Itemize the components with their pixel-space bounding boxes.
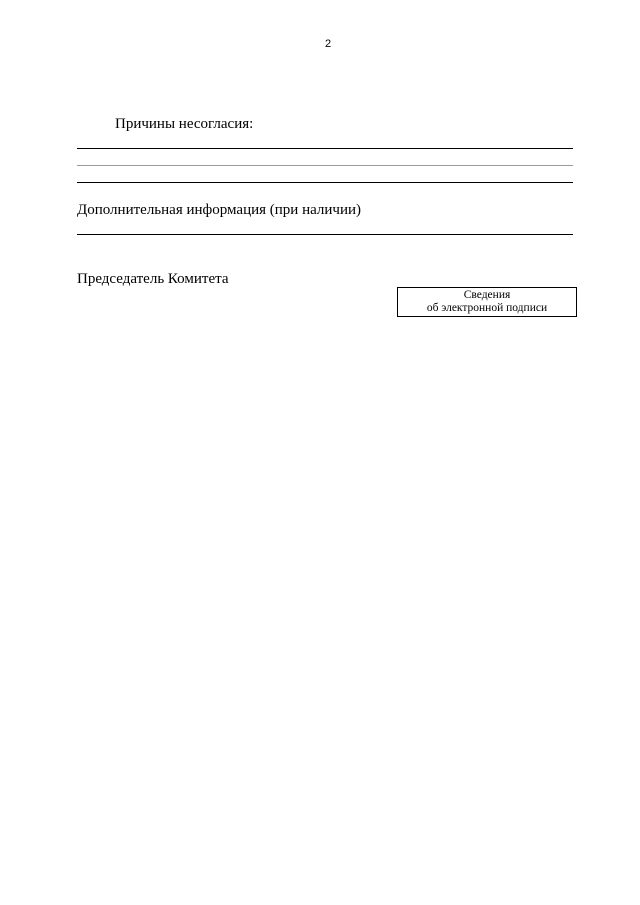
electronic-signature-box [397, 287, 577, 317]
additional-info-label: Дополнительная информация (при наличии) [77, 202, 361, 218]
chairman-title: Председатель Комитета [77, 271, 229, 287]
page-number: 2 [324, 38, 332, 50]
reasons-label: Причины несогласия: [115, 116, 254, 132]
signature-box-line-2: об электронной подписи [426, 302, 548, 314]
reasons-line-2 [77, 165, 573, 166]
signature-box-line-1: Сведения [463, 289, 511, 301]
reasons-line-1 [77, 148, 573, 149]
additional-info-line [77, 234, 573, 235]
reasons-line-3 [77, 182, 573, 183]
